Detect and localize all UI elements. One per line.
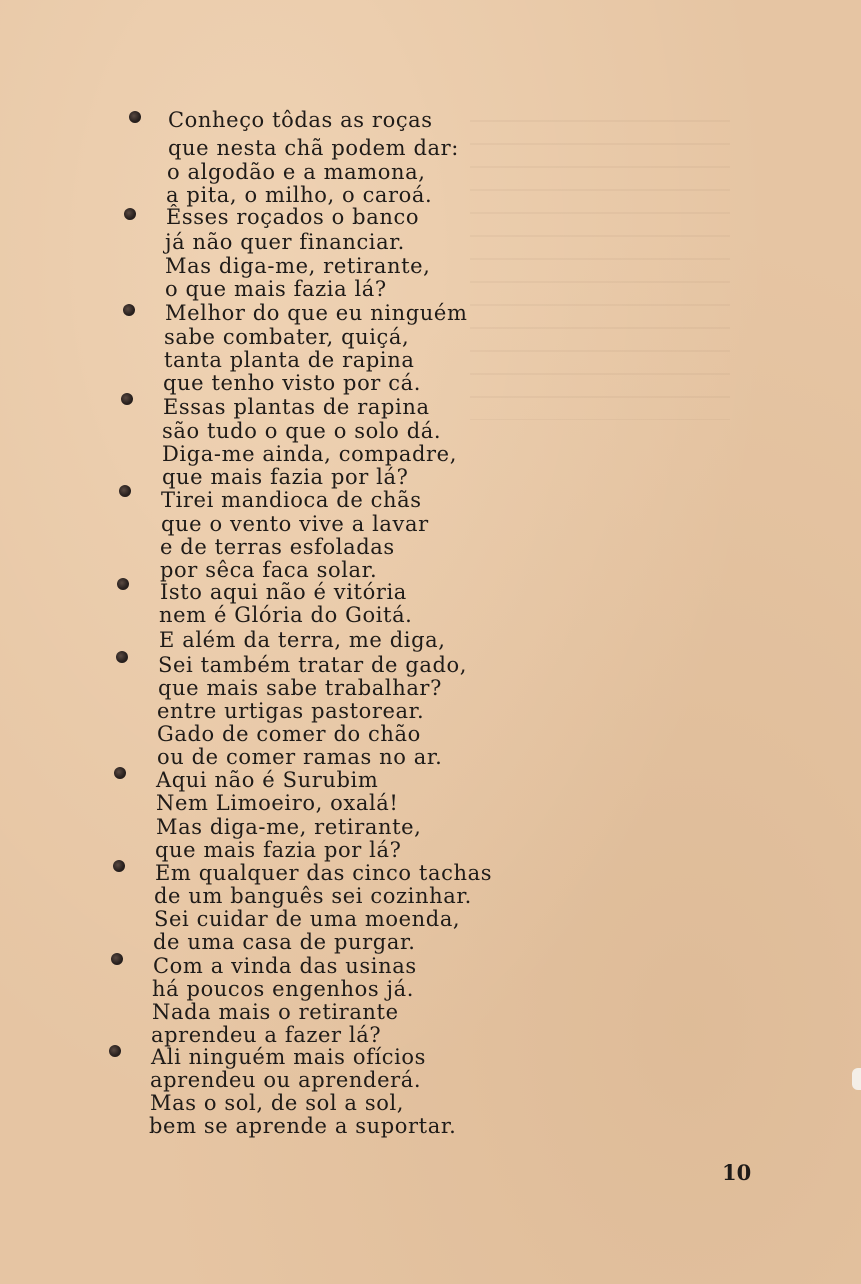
poem-line: Mas diga-me, retirante,	[156, 815, 422, 839]
poem-line: o que mais fazia lá?	[165, 277, 387, 301]
poem-line: ou de comer ramas no ar.	[157, 745, 443, 769]
stanza-bullet	[129, 111, 141, 123]
poem-line: que mais fazia por lá?	[162, 465, 409, 489]
poem-line: aprendeu ou aprenderá.	[150, 1068, 422, 1092]
poem-line: aprendeu a fazer lá?	[151, 1023, 382, 1047]
poem-line: que mais sabe trabalhar?	[158, 676, 442, 700]
poem-line: Aqui não é Surubim	[156, 768, 379, 792]
poem-line: Essas plantas de rapina	[163, 395, 430, 419]
poem-line: Mas o sol, de sol a sol,	[150, 1091, 405, 1115]
poem-line: são tudo o que o solo dá.	[162, 419, 442, 443]
poem-line: Conheço tôdas as roças	[168, 108, 433, 132]
poem-line: bem se aprende a suportar.	[149, 1114, 457, 1138]
poem-line: já não quer financiar.	[165, 230, 405, 254]
poem-line: Gado de comer do chão	[157, 722, 421, 746]
poem-line: nem é Glória do Goitá.	[159, 603, 413, 627]
poem-line: que tenho visto por cá.	[163, 371, 421, 395]
poem-line: e de terras esfoladas	[160, 535, 395, 559]
poem-line: que nesta chã podem dar:	[168, 136, 459, 160]
poem-line: Isto aqui não é vitória	[160, 580, 407, 604]
stanza-bullet	[117, 578, 129, 590]
poem-line: Nada mais o retirante	[152, 1000, 399, 1024]
poem-line: a pita, o milho, o caroá.	[166, 183, 433, 207]
poem-line: entre urtigas pastorear.	[157, 699, 425, 723]
poem-line: E além da terra, me diga,	[159, 628, 446, 652]
poem-line: Em qualquer das cinco tachas	[155, 861, 493, 885]
poem-line: que o vento vive a lavar	[161, 512, 429, 536]
poem-line: há poucos engenhos já.	[152, 977, 415, 1001]
poem-line: tanta planta de rapina	[164, 348, 415, 372]
poem-line: Sei também tratar de gado,	[158, 653, 468, 677]
poem-line: por sêca faca solar.	[160, 558, 378, 582]
stanza-bullet	[121, 393, 133, 405]
stanza-bullet	[119, 485, 131, 497]
poem-line: Diga-me ainda, compadre,	[162, 442, 457, 466]
poem-line: Sei cuidar de uma moenda,	[154, 907, 461, 931]
stanza-bullet	[123, 304, 135, 316]
stanza-bullet	[113, 860, 125, 872]
stanza-bullet	[111, 953, 123, 965]
stanza-bullet	[116, 651, 128, 663]
poem-line: Ali ninguém mais ofícios	[151, 1045, 427, 1069]
poem-line: o algodão e a mamona,	[167, 160, 426, 184]
poem-line: Êsses roçados o banco	[166, 205, 420, 229]
poem-line: Tirei mandioca de chãs	[161, 488, 422, 512]
poem-line: Com a vinda das usinas	[153, 954, 417, 978]
page-edge-tear	[852, 1068, 861, 1090]
poem-line: sabe combater, quiçá,	[164, 325, 410, 349]
page-number: 10	[722, 1160, 752, 1185]
poem-line: Melhor do que eu ninguém	[165, 301, 468, 325]
poem-line: Nem Limoeiro, oxalá!	[156, 791, 399, 815]
poem-line: Mas diga-me, retirante,	[165, 254, 431, 278]
stanza-bullet	[124, 208, 136, 220]
stanza-bullet	[114, 767, 126, 779]
poem-line: de um banguês sei cozinhar.	[154, 884, 472, 908]
poem-line: de uma casa de purgar.	[153, 930, 416, 954]
stanza-bullet	[109, 1045, 121, 1057]
poem-line: que mais fazia por lá?	[155, 838, 402, 862]
